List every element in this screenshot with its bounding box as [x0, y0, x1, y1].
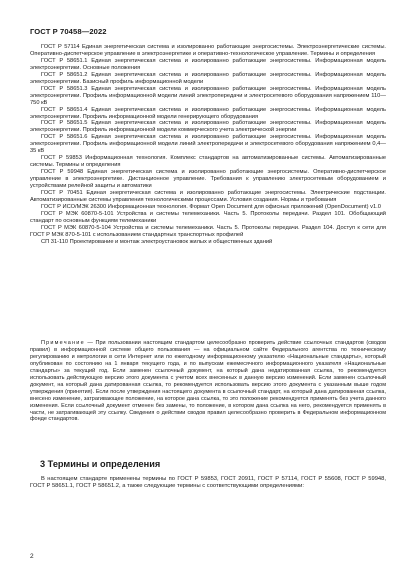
reference-item: ГОСТ Р 58651.4 Единая энергетическая система и изолированно работающие энергосистемы. Информационная модель электроэнергетики. Профиль информационной модели генерирующего оборудования [30, 106, 386, 120]
normative-references [30, 44, 386, 246]
reference-item: ГОСТ Р 59948 Единая энергетическая система и изолированно работающие энергосистемы. Оперативно-диспетчерское управление в электроэнергетике. Дистанционное управление. Требования к управлению электросетевым оборудованием и устройствами релейной защиты и автоматики [30, 169, 386, 190]
reference-item: ГОСТ Р 58651.6 Единая энергетическая система и изолированно работающие энергосистемы. Информационная модель электроэнергетики. Профиль информационной модели линий электропередачи и электросетевого оборудования напряжением 0,4—35 кВ [30, 134, 386, 155]
reference-item: ГОСТ Р МЭК 60870-5-101 Устройства и системы телемеханики. Часть 5. Протоколы передачи. Раздел 101. Обобщающий стандарт по основным функциям телемеханики [30, 210, 386, 224]
reference-item: ГОСТ Р МЭК 60870-5-104 Устройства и системы телемеханики. Часть 5. Протоколы передачи. Раздел 104. Доступ к сети для ГОСТ Р МЭК 870-5-101 с использованием стандартных транспортных профилей [30, 224, 386, 238]
page-number: 2 [30, 553, 34, 560]
reference-item: ГОСТ Р 70451 Единая энергетическая система и изолированно работающие энергосистемы. Электрические подстанции. Автоматизированные системы управления технологическими процессами. Условия создания. Нормы и требования [30, 190, 386, 203]
document-header: ГОСТ Р 70458—2022 [30, 27, 107, 36]
reference-item: ГОСТ Р 58651.2 Единая энергетическая система и изолированно работающие энергосистемы. Информационная модель электроэнергетики. Базисный профиль информационной модели [30, 71, 386, 85]
section-intro-paragraph: В настоящем стандарте применены термины по ГОСТ Р 59853, ГОСТ 20911, ГОСТ Р 57114, ГОСТ Р 55608, ГОСТ Р 59948, ГОСТ Р 58651.1, ГОСТ Р 58651.2, а также следующие термины с соответствующими определениями: [30, 476, 386, 490]
reference-item: ГОСТ Р ИСО/МЭК 26300 Информационная технология. Формат Open Document для офисных приложений (OpenDocument) v1.0 [41, 203, 381, 210]
reference-note [30, 340, 386, 423]
reference-item: ГОСТ Р 58651.1 Единая энергетическая система и изолированно работающие энергосистемы. Информационная модель электроэнергетики. Основные положения [30, 57, 386, 71]
reference-item: ГОСТ Р 59853 Информационная технология. Комплекс стандартов на автоматизированные системы. Автоматизированные системы. Термины и определения [30, 155, 386, 169]
note-label: Примечание [41, 340, 85, 346]
reference-item: ГОСТ Р 58651.5 Единая энергетическая система и изолированно работающие энергосистемы. Информационная модель электроэнергетики. Профиль информационной модели коммерческого учета электрической энергии [30, 120, 386, 134]
note-text: — При пользовании настоящим стандартом целесообразно проверить действие ссылочных стандартов (сводов правил) в информационной системе общего пользования — на официальном сайте Федерального агентства по техническому регулированию и метрологии в сети Интернет или по ежегодному информационному указателю «Национальные стандарты», который опубликован по состоянию на 1 января текущего года, и по выпускам ежемесячного информационного указателя «Национальные стандарты» за текущий год. Если заменен ссылочный документ, на который дана недатированная ссылка, то рекомендуется использовать действующую версию этого документа с учетом всех внесенных в данную версию изменений. Если заменен ссылочный документ, на который дана датированная ссылка, то рекомендуется использовать версию этого документа с указанным выше годом утверждения (принятия). Если после утверждения настоящего документа в ссылочный стандарт, на который дана датированная ссылка, внесено изменение, затрагивающее положение, на которое дана ссылка, то это положение рекомендуется применять без учета данного изменения. Если ссылочный документ отменен без замены, то положение, в котором дана ссылка на него, рекомендуется применять в части, не затрагивающей эту ссылку. Сведения о действии сводов правил целесообразно проверить в Федеральном информационном фонде стандартов. [30, 340, 386, 423]
reference-item: ГОСТ Р 57114 Единая энергетическая система и изолированно работающие энергосистемы. Электроэнергетические системы. Оперативно-диспетчерское управление в электроэнергетике и оперативно-технологическое управление. Термины и определения [30, 44, 386, 57]
section-heading: 3 Термины и определения [40, 459, 161, 469]
reference-item: ГОСТ Р 58651.3 Единая энергетическая система и изолированно работающие энергосистемы. Информационная модель электроэнергетики. Профиль информационной модели линий электропередачи и электросетевого оборудования напряжением 110—750 кВ [30, 85, 386, 106]
reference-item: СП 31-110 Проектирование и монтаж электроустановок жилых и общественных зданий [41, 238, 273, 245]
